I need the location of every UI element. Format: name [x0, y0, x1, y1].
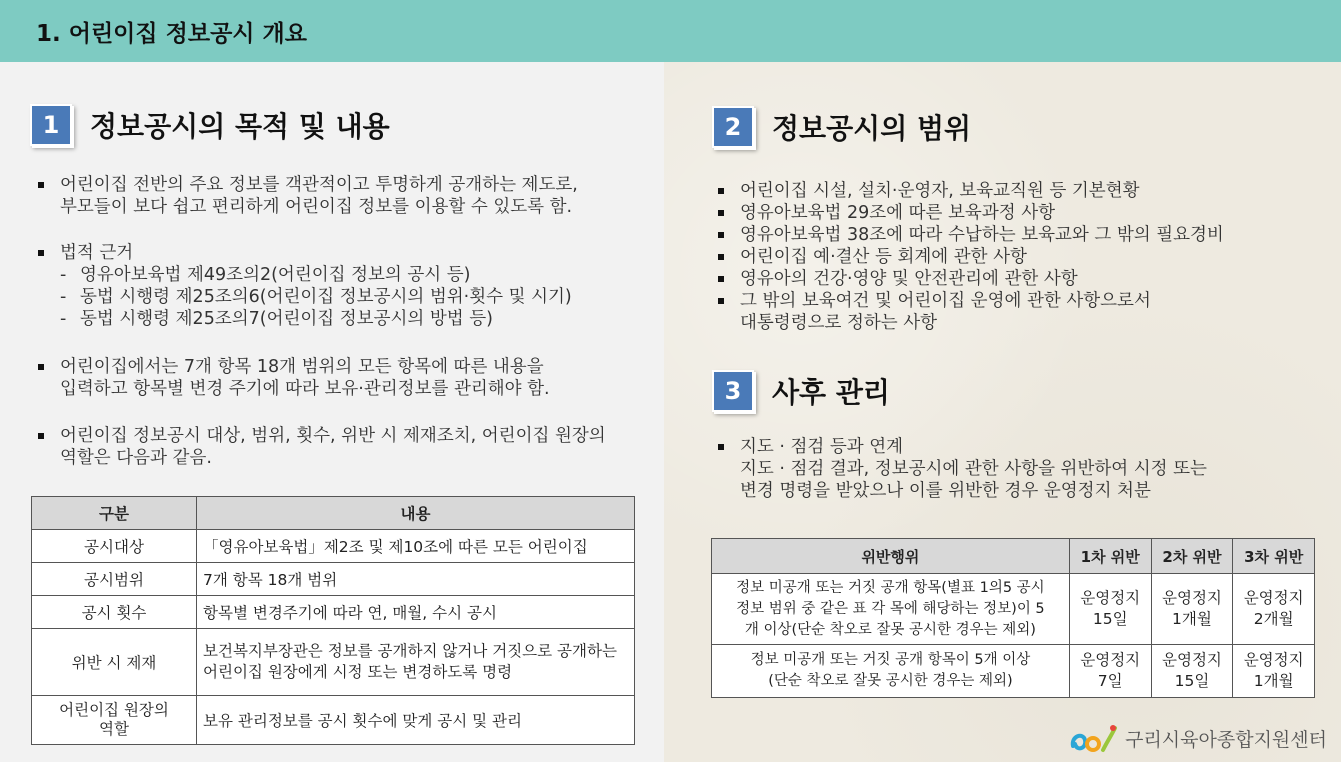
sec1-bullet-2: 법적 근거 - 영유아보육법 제49조의2(어린이집 정보의 공시 등) - 동법 시행령 제25조의6(어린이집 정보공시의 범위·횟수 및 시기) - 동법 시행령 제25조의7(어린이집 정보공시의 방법 등)	[34, 242, 644, 330]
sec1-b1-line2: 부모들이 보다 쉽고 편리하게 어린이집 정보를 이용할 수 있도록 함.	[60, 197, 573, 217]
table-row	[32, 596, 635, 629]
bullet-icon	[38, 364, 44, 370]
sec3-b1-line2: 변경 명령을 받았으나 이를 위반한 경우 운영정지 처분	[740, 481, 1151, 501]
sec1-b2-label: 법적 근거	[60, 243, 134, 263]
bullet-icon	[718, 210, 724, 216]
bullet-icon	[718, 298, 724, 304]
table-header-row	[32, 497, 635, 530]
sec1-bullet-4	[34, 425, 644, 469]
table-cell: 운영정지 1개월	[1151, 574, 1233, 645]
section-3-number: 3	[712, 370, 754, 412]
sec1-b4-line2: 역할은 다음과 같음.	[60, 448, 212, 468]
table-header: 1차 위반	[1069, 539, 1151, 574]
legal-basis-2: 동법 시행령 제25조의6(어린이집 정보공시의 범위·횟수 및 시기)	[80, 287, 572, 307]
list-item: 영유아의 건강·영양 및 안전관리에 관한 사항	[740, 269, 1078, 289]
table-header: 위반행위	[712, 539, 1070, 574]
table-cell: 공시 횟수	[32, 596, 197, 629]
sec1-b3-line1: 어린이집에서는 7개 항목 18개 범위의 모든 항목에 따른 내용을	[60, 357, 544, 377]
section-3-title: 사후 관리	[772, 376, 890, 409]
table-row	[32, 696, 635, 745]
disclosure-overview-table	[31, 496, 635, 745]
bullet-icon	[38, 250, 44, 256]
bullet-icon	[718, 444, 724, 450]
sec1-b3-line2: 입력하고 항목별 변경 주기에 따라 보유·관리정보를 관리해야 함.	[60, 379, 550, 399]
table-cell: 운영정지 2개월	[1233, 574, 1315, 645]
table-cell: 위반 시 제재	[32, 629, 197, 696]
table-row	[712, 574, 1315, 645]
table-header: 구분	[32, 497, 197, 530]
section-1-heading	[30, 104, 390, 146]
table-cell: 운영정지 15일	[1069, 574, 1151, 645]
sec1-bullet-3	[34, 356, 644, 400]
sec3-bullet	[714, 436, 1314, 502]
table-row	[32, 629, 635, 696]
logo-icon	[1069, 722, 1119, 754]
sec1-b1-line1: 어린이집 전반의 주요 정보를 객관적이고 투명하게 공개하는 제도로,	[60, 175, 578, 195]
bullet-icon	[38, 182, 44, 188]
bullet-icon	[718, 276, 724, 282]
sec1-b4-line1: 어린이집 정보공시 대상, 범위, 횟수, 위반 시 제재조치, 어린이집 원장의	[60, 426, 606, 446]
table-cell: 항목별 변경주기에 따라 연, 매월, 수시 공시	[197, 596, 635, 629]
table-header: 3차 위반	[1233, 539, 1315, 574]
sec2-list	[714, 180, 1314, 334]
table-cell: 공시범위	[32, 563, 197, 596]
list-item: 어린이집 예·결산 등 회계에 관한 사항	[740, 247, 1027, 267]
table-cell: 어린이집 원장의 역할	[32, 696, 197, 745]
sec1-bullet-1	[34, 174, 644, 218]
table-row	[32, 530, 635, 563]
section-3-heading	[712, 370, 890, 412]
table-header: 내용	[197, 497, 635, 530]
bullet-icon	[718, 232, 724, 238]
table-cell: 운영정지 15일	[1151, 645, 1233, 698]
table-cell: 운영정지 1개월	[1233, 645, 1315, 698]
legal-basis-1: 영유아보육법 제49조의2(어린이집 정보의 공시 등)	[80, 265, 471, 285]
list-item: 어린이집 시설, 설치·운영자, 보육교직원 등 기본현황	[740, 181, 1140, 201]
table-header-row	[712, 539, 1315, 574]
table-cell: 공시대상	[32, 530, 197, 563]
page-title: 1. 어린이집 정보공시 개요	[36, 21, 307, 47]
table-cell: 운영정지 7일	[1069, 645, 1151, 698]
sec3-b1-label: 지도 · 점검 등과 연계	[740, 437, 904, 457]
list-item: 영유아보육법 29조에 따른 보육과정 사항	[740, 203, 1055, 223]
table-cell: 보건복지부장관은 정보를 공개하지 않거나 거짓으로 공개하는 어린이집 원장에게 시정 또는 변경하도록 명령	[197, 629, 635, 696]
table-cell: 7개 항목 18개 범위	[197, 563, 635, 596]
section-1-title: 정보공시의 목적 및 내용	[90, 110, 390, 143]
center-logo	[1069, 722, 1327, 754]
bullet-icon	[38, 433, 44, 439]
header-bar	[0, 0, 1341, 63]
violation-penalty-table	[711, 538, 1315, 698]
table-header: 2차 위반	[1151, 539, 1233, 574]
table-cell: 보유 관리정보를 공시 횟수에 맞게 공시 및 관리	[197, 696, 635, 745]
table-cell: 「영유아보육법」제2조 및 제10조에 따른 모든 어린이집	[197, 530, 635, 563]
table-row	[712, 645, 1315, 698]
table-cell: 정보 미공개 또는 거짓 공개 항목(별표 1의5 공시 정보 범위 중 같은 표 각 목에 해당하는 정보)이 5 개 이상(단순 착오로 잘못 공시한 경우는 제외)	[712, 574, 1070, 645]
logo-text: 구리시육아종합지원센터	[1125, 728, 1327, 751]
table-row	[32, 563, 635, 596]
section-2-number: 2	[712, 106, 754, 148]
list-item: 그 밖의 보육여건 및 어린이집 운영에 관한 사항으로서	[740, 291, 1151, 311]
table-cell: 정보 미공개 또는 거짓 공개 항목이 5개 이상 (단순 착오로 잘못 공시한 경우는 제외)	[712, 645, 1070, 698]
section-2-title: 정보공시의 범위	[772, 112, 972, 145]
list-item: 영유아보육법 38조에 따라 수납하는 보육교와 그 밖의 필요경비	[740, 225, 1224, 245]
list-item-continuation: 대통령령으로 정하는 사항	[740, 313, 938, 333]
legal-basis-3: 동법 시행령 제25조의7(어린이집 정보공시의 방법 등)	[80, 309, 493, 329]
bullet-icon	[718, 188, 724, 194]
sec3-b1-line1: 지도 · 점검 결과, 정보공시에 관한 사항을 위반하여 시정 또는	[740, 459, 1207, 479]
bullet-icon	[718, 254, 724, 260]
section-1-number: 1	[30, 104, 72, 146]
section-2-heading	[712, 106, 971, 148]
